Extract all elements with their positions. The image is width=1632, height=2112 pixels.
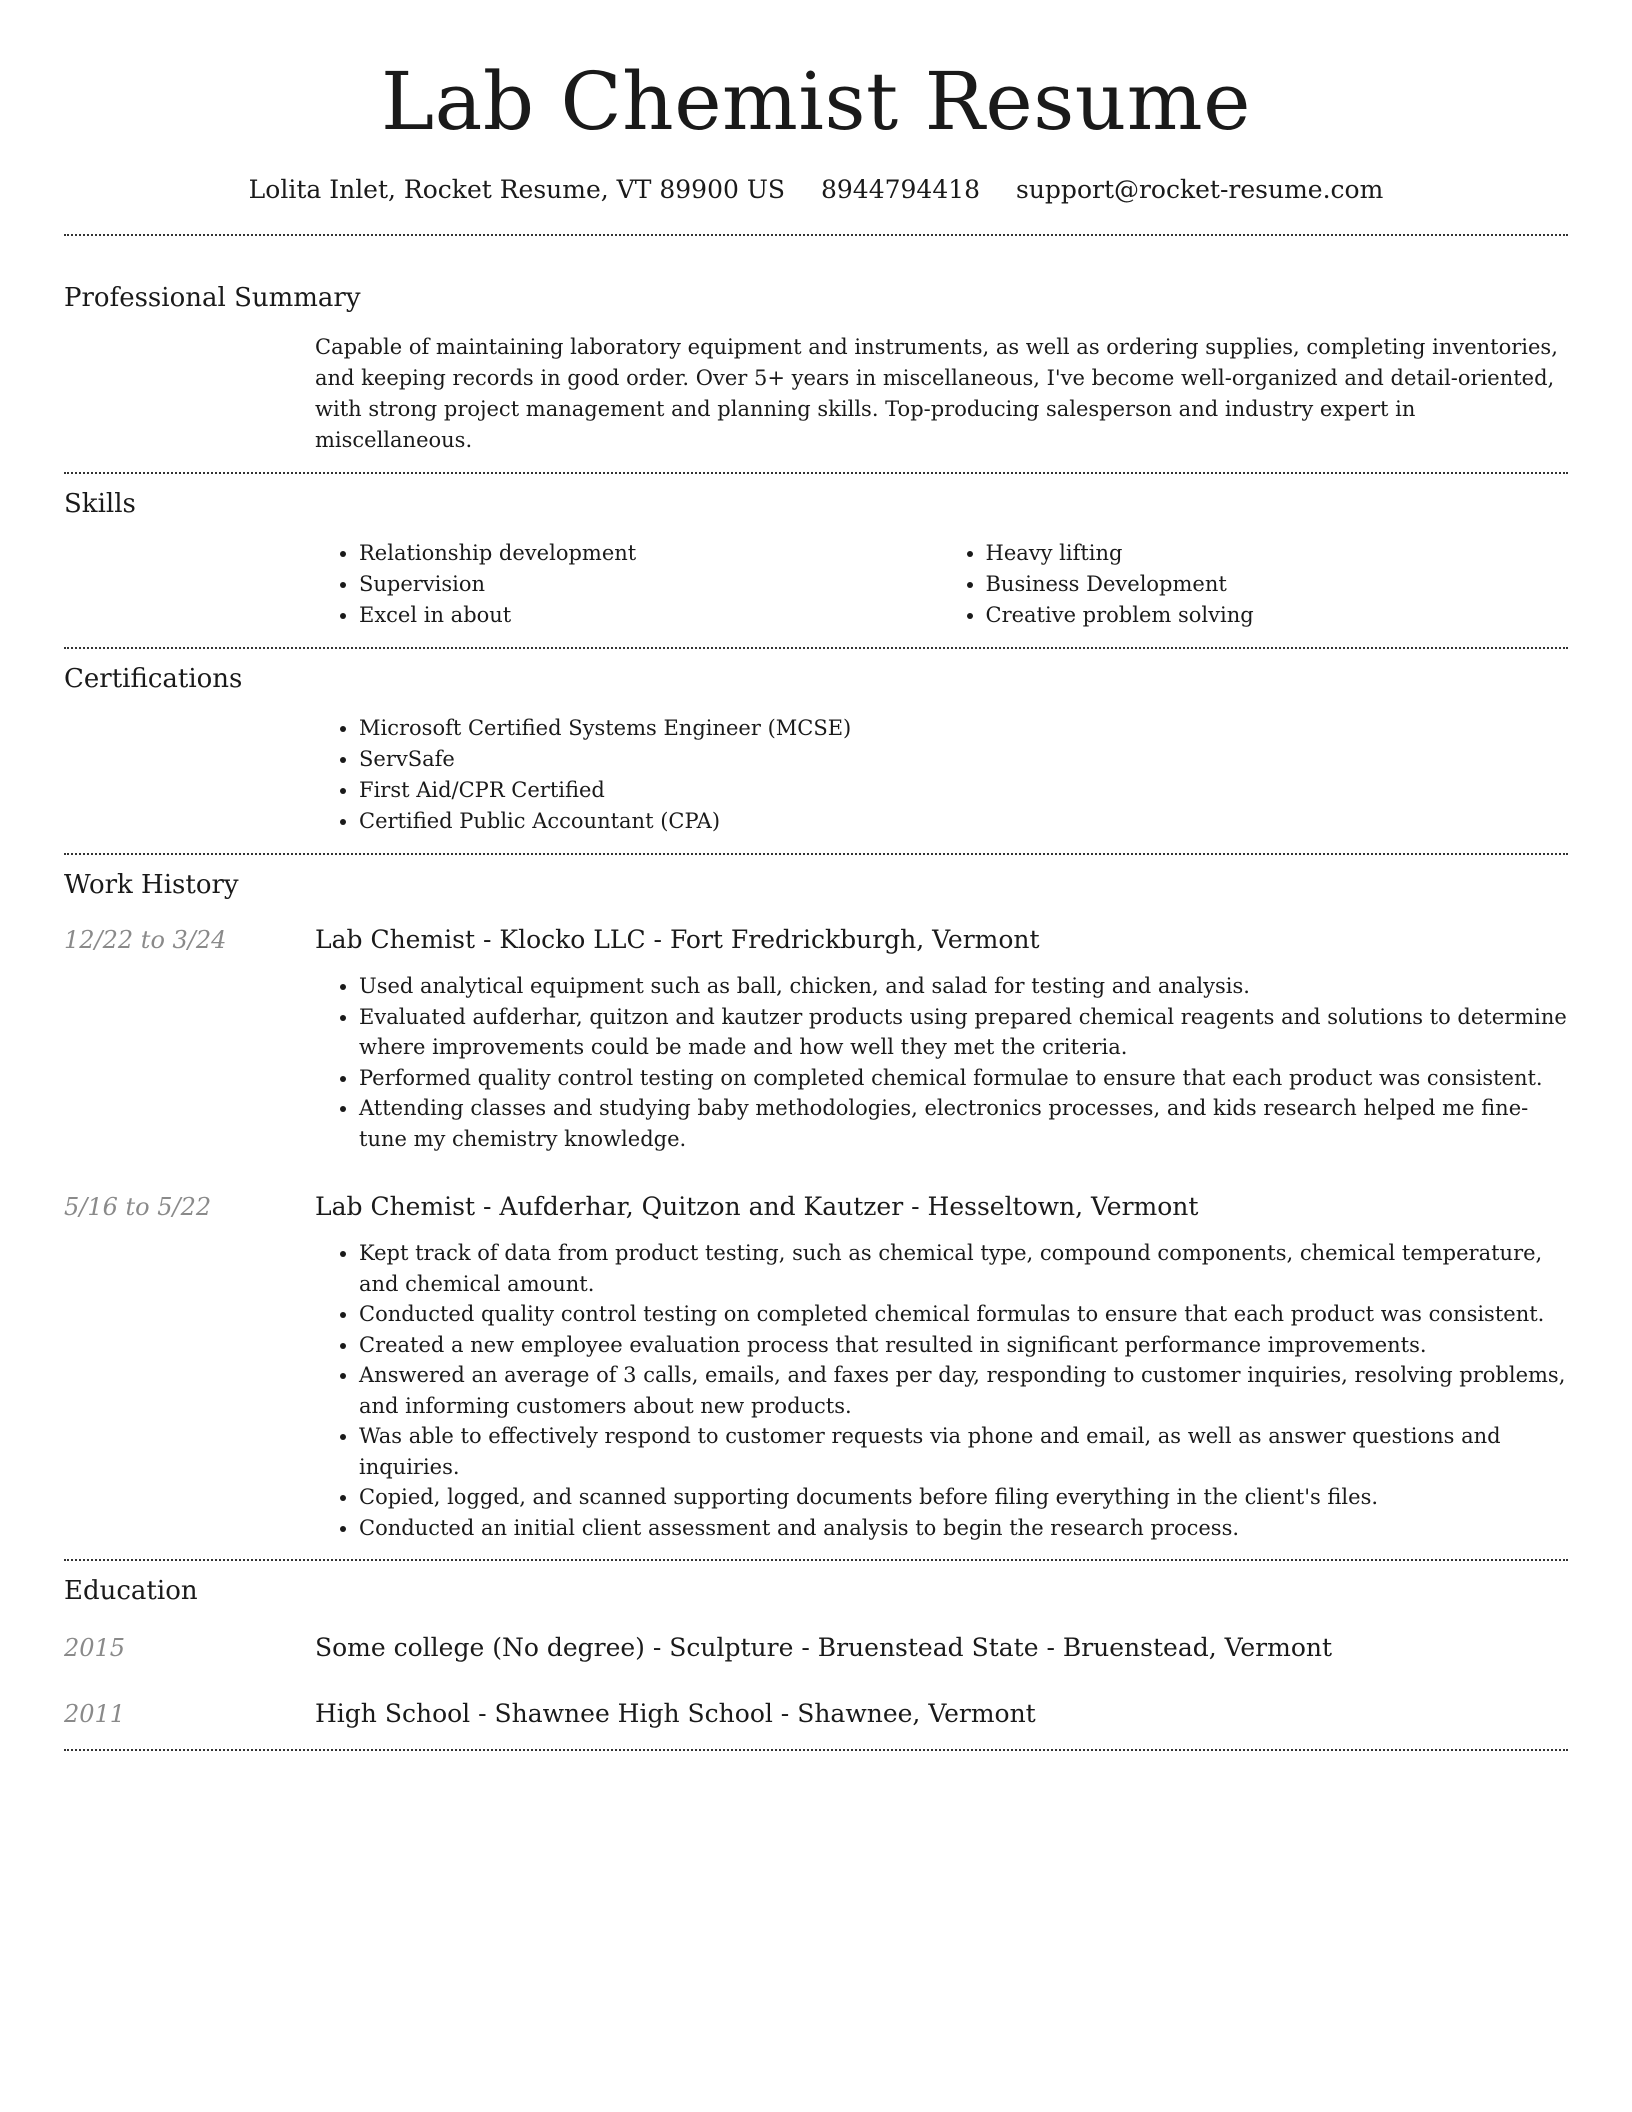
list-item: • Copied, logged, and scanned supporting documents before filing everything in the client's files. bbox=[359, 1482, 1568, 1513]
summary-text: Capable of maintaining laboratory equipment and instruments, as well as ordering supplies, completing inventories, and keeping records in good order. Over 5+ years in miscellaneous, I've become well-organized and detail-oriented, with strong project management and planning skills. Top-producing salesperson and industry expert in miscellaneous. bbox=[315, 335, 1558, 452]
education-heading: Education bbox=[64, 1576, 198, 1606]
list-item: • Heavy lifting bbox=[986, 538, 1569, 569]
contact-email: support@rocket-resume.com bbox=[1016, 175, 1384, 204]
list-item: • Evaluated aufderhar, quitzon and kautzer products using prepared chemical reagents and solutions to determine where improvements could be made and how well they met the criteria. bbox=[359, 1002, 1568, 1063]
list-item: • Conducted quality control testing on completed chemical formulas to ensure that each product was consistent. bbox=[359, 1299, 1568, 1330]
job-header bbox=[64, 923, 1568, 957]
skills-body bbox=[315, 538, 1568, 631]
education-title: High School - Shawnee High School - Shawnee, Vermont bbox=[315, 1699, 1036, 1728]
certifications-list bbox=[315, 713, 1568, 837]
list-item: • Conducted an initial client assessment and analysis to begin the research process. bbox=[359, 1513, 1568, 1544]
list-item: • Attending classes and studying baby methodologies, electronics processes, and kids research helped me fine-tune my chemistry knowledge. bbox=[359, 1093, 1568, 1154]
list-item: • Relationship development bbox=[359, 538, 942, 569]
list-item: • Answered an average of 3 calls, emails, and faxes per day, responding to customer inquiries, resolving problems, and informing customers about new products. bbox=[359, 1360, 1568, 1421]
contact-address: Lolita Inlet, Rocket Resume, VT 89900 US bbox=[248, 175, 786, 204]
job-details bbox=[315, 971, 1568, 1154]
certifications-heading: Certifications bbox=[64, 664, 243, 694]
summary-body bbox=[315, 332, 1568, 456]
skills-list-right bbox=[942, 538, 1569, 631]
list-item: • Performed quality control testing on completed chemical formulae to ensure that each product was consistent. bbox=[359, 1063, 1568, 1094]
list-item: • Was able to effectively respond to customer requests via phone and email, as well as answer questions and inquiries. bbox=[359, 1421, 1568, 1482]
skills-heading: Skills bbox=[64, 489, 136, 519]
education-section bbox=[64, 1561, 1568, 1749]
job-bullet-list bbox=[315, 1238, 1568, 1543]
summary-section bbox=[64, 236, 1568, 472]
work-section bbox=[64, 855, 1568, 1559]
list-item: • Created a new employee evaluation process that resulted in significant performance improvements. bbox=[359, 1330, 1568, 1361]
resume-title: Lab Chemist Resume bbox=[381, 55, 1251, 148]
job-bullet-list bbox=[315, 971, 1568, 1154]
job-details bbox=[315, 1238, 1568, 1543]
job-title: Lab Chemist - Aufderhar, Quitzon and Kautzer - Hesseltown, Vermont bbox=[315, 1192, 1199, 1221]
skills-section bbox=[64, 474, 1568, 647]
list-item: • Certified Public Accountant (CPA) bbox=[359, 806, 1568, 837]
contact-line bbox=[64, 172, 1568, 208]
education-year: 2015 bbox=[64, 1634, 126, 1662]
certifications-section bbox=[64, 649, 1568, 853]
job-dates: 12/22 to 3/24 bbox=[64, 926, 227, 954]
divider bbox=[64, 1749, 1568, 1751]
education-entry bbox=[64, 1697, 1568, 1731]
list-item: • Creative problem solving bbox=[986, 600, 1569, 631]
skills-list-left bbox=[315, 538, 942, 631]
resume-page bbox=[64, 0, 1568, 1751]
list-item: • Business Development bbox=[986, 569, 1569, 600]
summary-heading: Professional Summary bbox=[64, 283, 361, 313]
list-item: • First Aid/CPR Certified bbox=[359, 775, 1568, 806]
job-header bbox=[64, 1190, 1568, 1224]
list-item: • Used analytical equipment such as ball, chicken, and salad for testing and analysis. bbox=[359, 971, 1568, 1002]
list-item: • ServSafe bbox=[359, 744, 1568, 775]
list-item: • Microsoft Certified Systems Engineer (MCSE) bbox=[359, 713, 1568, 744]
education-year: 2011 bbox=[64, 1700, 126, 1728]
list-item: • Supervision bbox=[359, 569, 942, 600]
job-dates: 5/16 to 5/22 bbox=[64, 1193, 212, 1221]
contact-phone: 8944794418 bbox=[820, 175, 981, 204]
work-heading: Work History bbox=[64, 870, 239, 900]
job-title: Lab Chemist - Klocko LLC - Fort Fredrickburgh, Vermont bbox=[315, 925, 1040, 954]
education-title: Some college (No degree) - Sculpture - Bruenstead State - Bruenstead, Vermont bbox=[315, 1633, 1333, 1662]
education-entry bbox=[64, 1631, 1568, 1665]
list-item: • Excel in about bbox=[359, 600, 942, 631]
list-item: • Kept track of data from product testing, such as chemical type, compound components, chemical temperature, and chemical amount. bbox=[359, 1238, 1568, 1299]
certifications-body bbox=[315, 713, 1568, 837]
